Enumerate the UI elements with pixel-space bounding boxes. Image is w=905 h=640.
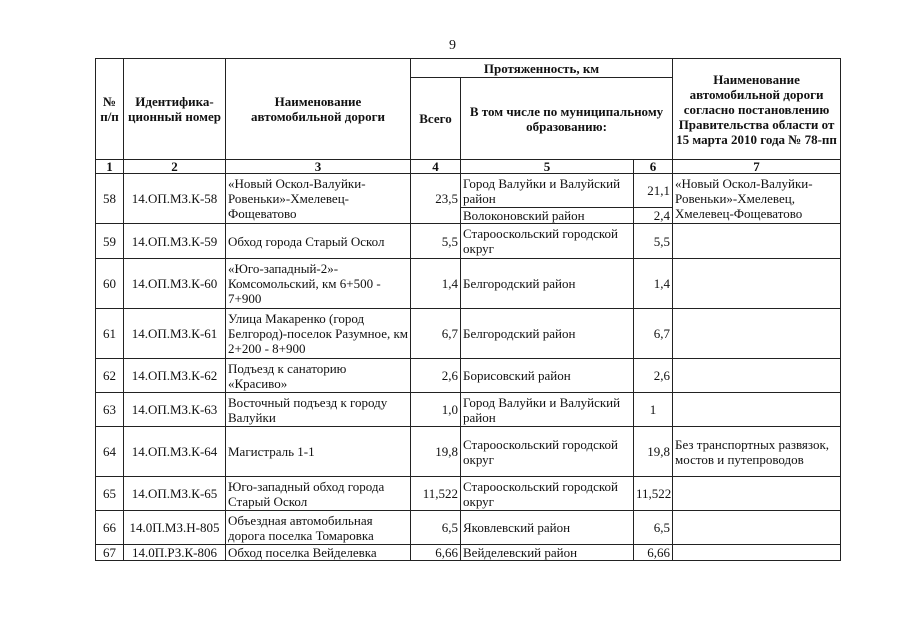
road-id: 14.0П.МЗ.Н-805 [124,511,226,545]
municipality: Старооскольский городской округ [461,427,634,477]
road-name: Обход поселка Вейделевка [226,545,411,561]
gov-road-name: Без транспортных развязок, мостов и путепроводов [673,427,841,477]
header-id: Идентифика-ционный номер [124,59,226,160]
gov-road-name [673,511,841,545]
col-number: 5 [461,160,634,174]
municipality-length: 5,5 [634,224,673,259]
total-length: 11,522 [411,477,461,511]
col-number: 1 [96,160,124,174]
road-id: 14.ОП.МЗ.К-61 [124,309,226,359]
road-id: 14.0П.РЗ.К-806 [124,545,226,561]
gov-road-name [673,545,841,561]
municipality-length: 2,4 [634,208,673,224]
table-row [96,511,841,545]
road-name: Улица Макаренко (город Белгород)-поселок Разумное, км 2+200 - 8+900 [226,309,411,359]
road-name: «Юго-западный-2»-Комсомольский, км 6+500 - 7+900 [226,259,411,309]
gov-road-name [673,309,841,359]
table-row [96,545,841,561]
total-length: 6,66 [411,545,461,561]
road-name: Обход города Старый Оскол [226,224,411,259]
municipality-length: 19,8 [634,427,673,477]
row-num: 58 [96,174,124,224]
table-row [96,259,841,309]
road-id: 14.ОП.МЗ.К-60 [124,259,226,309]
municipality: Яковлевский район [461,511,634,545]
municipality: Борисовский район [461,359,634,393]
header-num: № п/п [96,59,124,160]
col-number: 4 [411,160,461,174]
municipality: Город Валуйки и Валуйский район [461,174,634,208]
municipality: Вейделевский район [461,545,634,561]
municipality-length: 2,6 [634,359,673,393]
header-name: Наименование автомобильной дороги [226,59,411,160]
road-name: Юго-западный обход города Старый Оскол [226,477,411,511]
municipality: Старооскольский городской округ [461,477,634,511]
col-number: 2 [124,160,226,174]
table-row [96,393,841,427]
road-name: Подъезд к санаторию «Красиво» [226,359,411,393]
row-num: 64 [96,427,124,477]
table-row [96,477,841,511]
municipality: Старооскольский городской округ [461,224,634,259]
gov-road-name [673,259,841,309]
header-length: Протяженность, км [411,59,673,78]
header-gov-name: Наименование автомобильной дороги согласно постановлению Правительства области от 15 марта 2010 года № 78-пп [673,59,841,160]
municipality-length: 6,5 [634,511,673,545]
total-length: 6,7 [411,309,461,359]
gov-road-name: «Новый Оскол-Валуйки-Ровеньки»-Хмелевец, Хмелевец-Фощеватово [673,174,841,224]
total-length: 1,0 [411,393,461,427]
roads-table [95,58,841,561]
header-including: В том числе по муниципальному образованию: [461,78,673,160]
col-number: 6 [634,160,673,174]
road-id: 14.ОП.МЗ.К-62 [124,359,226,393]
road-name: «Новый Оскол-Валуйки-Ровеньки»-Хмелевец-Фощеватово [226,174,411,224]
road-id: 14.ОП.МЗ.К-65 [124,477,226,511]
header-total: Всего [411,78,461,160]
table-row [96,224,841,259]
gov-road-name [673,224,841,259]
row-num: 59 [96,224,124,259]
row-num: 67 [96,545,124,561]
road-name: Магистраль 1-1 [226,427,411,477]
total-length: 2,6 [411,359,461,393]
table-row [96,427,841,477]
table-row [96,174,841,208]
row-num: 65 [96,477,124,511]
municipality-length: 1,4 [634,259,673,309]
road-name: Объездная автомобильная дорога поселка Томаровка [226,511,411,545]
municipality-length: 6,66 [634,545,673,561]
municipality: Белгородский район [461,259,634,309]
road-id: 14.ОП.МЗ.К-59 [124,224,226,259]
gov-road-name [673,359,841,393]
total-length: 23,5 [411,174,461,224]
road-name: Восточный подъезд к городу Валуйки [226,393,411,427]
col-number: 7 [673,160,841,174]
municipality: Волоконовский район [461,208,634,224]
road-id: 14.ОП.МЗ.К-63 [124,393,226,427]
col-number: 3 [226,160,411,174]
municipality-length: 21,1 [634,174,673,208]
total-length: 19,8 [411,427,461,477]
total-length: 1,4 [411,259,461,309]
gov-road-name [673,477,841,511]
row-num: 66 [96,511,124,545]
municipality: Город Валуйки и Валуйский район [461,393,634,427]
row-num: 63 [96,393,124,427]
municipality-length: 6,7 [634,309,673,359]
municipality-length: 11,522 [634,477,673,511]
row-num: 62 [96,359,124,393]
municipality-length: 1 [634,393,673,427]
row-num: 61 [96,309,124,359]
table-row [96,309,841,359]
row-num: 60 [96,259,124,309]
municipality: Белгородский район [461,309,634,359]
total-length: 5,5 [411,224,461,259]
page-number: 9 [449,38,456,53]
road-id: 14.ОП.МЗ.К-58 [124,174,226,224]
total-length: 6,5 [411,511,461,545]
gov-road-name [673,393,841,427]
road-id: 14.ОП.МЗ.К-64 [124,427,226,477]
table-row [96,359,841,393]
